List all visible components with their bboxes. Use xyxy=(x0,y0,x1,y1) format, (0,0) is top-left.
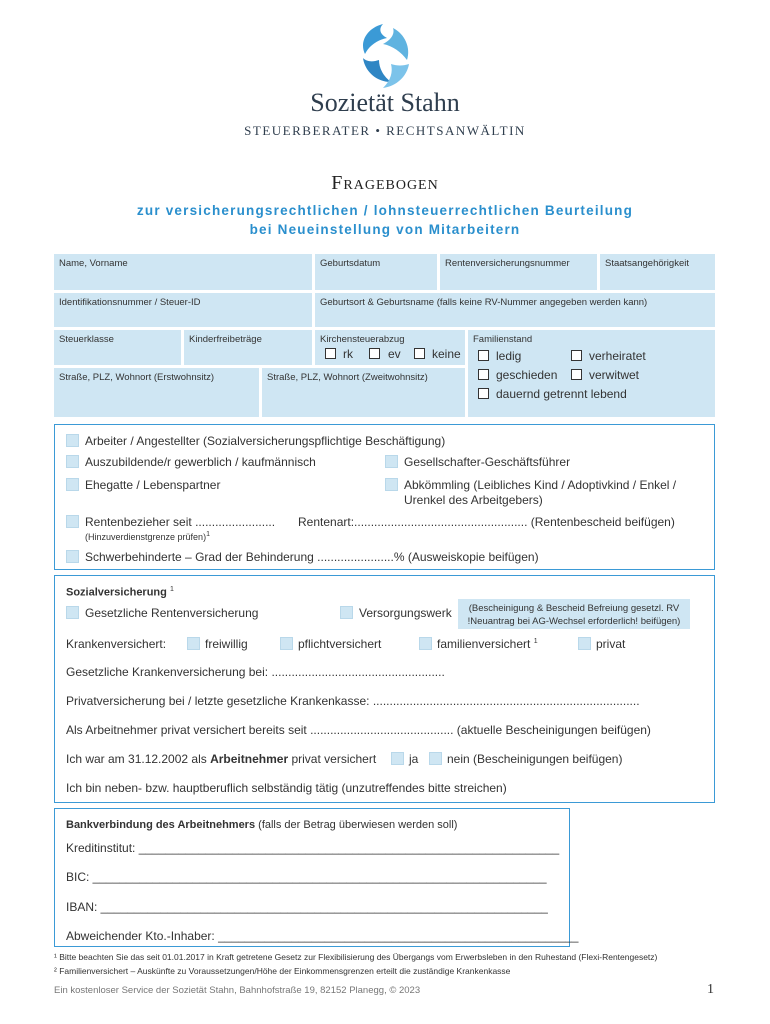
address-secondary-label: Straße, PLZ, Wohnort (Zweitwohnsitz) xyxy=(267,372,428,383)
church-none-checkbox[interactable] xyxy=(414,348,425,359)
birthplace-field[interactable] xyxy=(315,293,715,327)
freiwillig-label: freiwillig xyxy=(205,637,248,651)
rentenbezieher-checkbox[interactable] xyxy=(66,515,79,528)
befreiung-note-line-2: !Neuantrag bei AG-Wechsel erforderlich! beifügen) xyxy=(467,616,681,627)
footer-text: Ein kostenloser Service der Sozietät Stahn, Bahnhofstraße 19, 82152 Planegg, © 2023 xyxy=(54,985,421,996)
selbststaendig-line: Ich bin neben- bzw. hauptberuflich selbständig tätig (unzutreffendes bitte streichen) xyxy=(66,781,507,795)
marital-status-label: Familienstand xyxy=(473,334,533,345)
kv-label: Krankenversichert: xyxy=(66,637,167,651)
name-field[interactable] xyxy=(54,254,312,290)
stichtag-nein-label: nein (Bescheinigungen beifügen) xyxy=(447,752,623,766)
ledig-checkbox[interactable] xyxy=(478,350,489,361)
tax-class-label: Steuerklasse xyxy=(59,334,114,345)
abkoemmling-label-line-2: Urenkel des Arbeitgebers) xyxy=(404,493,543,507)
schwerbehindert-checkbox[interactable] xyxy=(66,550,79,563)
arbeiter-checkbox[interactable] xyxy=(66,434,79,447)
geschieden-label: geschieden xyxy=(496,368,558,382)
nationality-label: Staatsangehörigkeit xyxy=(605,258,689,269)
stichtag-ja-checkbox[interactable] xyxy=(391,752,404,765)
getrennt-label: dauernd getrennt lebend xyxy=(496,387,627,401)
befreiung-note-line-1: (Bescheinigung & Bescheid Befreiung gesetzl. RV xyxy=(468,603,680,614)
church-rk-checkbox[interactable] xyxy=(325,348,336,359)
gesellschafter-label: Gesellschafter-Geschäftsführer xyxy=(404,455,571,469)
gesellschafter-checkbox[interactable] xyxy=(385,455,398,468)
pkv-line[interactable]: Privatversicherung bei / letzte gesetzliche Krankenkasse: ................................................................................ xyxy=(66,694,640,708)
child-allowance-label: Kinderfreibeträge xyxy=(189,334,262,345)
address-secondary-field[interactable] xyxy=(262,368,465,417)
page-number: 1 xyxy=(707,982,714,997)
tax-class-field[interactable] xyxy=(54,330,181,365)
pflicht-label: pflichtversichert xyxy=(298,637,382,651)
gesetzliche-rv-checkbox[interactable] xyxy=(66,606,79,619)
pflicht-checkbox[interactable] xyxy=(280,637,293,650)
iban-field[interactable]: IBAN: ___________________________________________________________________ xyxy=(66,900,548,914)
stichtag-nein-checkbox[interactable] xyxy=(429,752,442,765)
nationality-field[interactable] xyxy=(600,254,715,290)
name-label: Name, Vorname xyxy=(59,258,128,269)
privat-label: privat xyxy=(596,637,626,651)
address-primary-label: Straße, PLZ, Wohnort (Erstwohnsitz) xyxy=(59,372,215,383)
abkoemmling-label-line-1: Abkömmling (Leibliches Kind / Adoptivkind / Enkel / xyxy=(404,478,677,492)
stichtag-label: Ich war am 31.12.2002 als Arbeitnehmer privat versichert xyxy=(66,752,377,766)
verheiratet-checkbox[interactable] xyxy=(571,350,582,361)
brand-name: Sozietät Stahn xyxy=(310,88,460,117)
tax-id-label: Identifikationsnummer / Steuer-ID xyxy=(59,297,201,308)
birthplace-label: Geburtsort & Geburtsname (falls keine RV-Nummer angegeben werden kann) xyxy=(320,297,648,308)
bic-field[interactable]: BIC: ____________________________________________________________________ xyxy=(66,870,547,884)
footnote-2: ² Familienversichert – Auskünfte zu Voraussetzungen/Höhe der Einkommensgrenzen erteilt die zuständige Krankenkasse xyxy=(54,966,511,976)
child-allowance-field[interactable] xyxy=(184,330,312,365)
gesetzliche-rv-label: Gesetzliche Rentenversicherung xyxy=(85,606,259,620)
getrennt-checkbox[interactable] xyxy=(478,388,489,399)
ehegatte-checkbox[interactable] xyxy=(66,478,79,491)
freiwillig-checkbox[interactable] xyxy=(187,637,200,650)
subtitle-line-2: bei Neueinstellung von Mitarbeitern xyxy=(249,222,521,237)
privat-checkbox[interactable] xyxy=(578,637,591,650)
page-title: Fragebogen xyxy=(331,172,439,194)
abkoemmling-checkbox[interactable] xyxy=(385,478,398,491)
kontoinhaber-field[interactable]: Abweichender Kto.-Inhaber: ______________________________________________________ xyxy=(66,929,579,943)
footnote-1: ¹ Bitte beachten Sie das seit 01.01.2017 in Kraft getretene Gesetz zur Flexibilisierung des Übergangs vom Erwerbsleben in den Ruhestand (Flexi-Rentengesetz) xyxy=(54,952,658,962)
verheiratet-label: verheiratet xyxy=(589,349,646,363)
rentenbezieher-label: Rentenbezieher seit ........................ xyxy=(85,515,276,529)
logo xyxy=(0,20,770,140)
rv-number-label: Rentenversicherungsnummer xyxy=(445,258,570,269)
church-ev-label: ev xyxy=(388,347,401,361)
church-rk-label: rk xyxy=(343,347,353,361)
befreiung-note xyxy=(458,599,690,629)
bank-heading: Bankverbindung des Arbeitnehmers (falls der Betrag überwiesen werden soll) xyxy=(66,819,458,831)
verwitwet-checkbox[interactable] xyxy=(571,369,582,380)
azubi-checkbox[interactable] xyxy=(66,455,79,468)
arbeiter-label: Arbeiter / Angestellter (Sozialversicherungspflichtige Beschäftigung) xyxy=(85,434,446,448)
logo-icon xyxy=(353,20,417,92)
kreditinstitut-field[interactable]: Kreditinstitut: _______________________________________________________________ xyxy=(66,841,560,855)
stichtag-ja-label: ja xyxy=(409,752,419,766)
azubi-label: Auszubildende/r gewerblich / kaufmännisch xyxy=(85,455,316,469)
familie-checkbox[interactable] xyxy=(419,637,432,650)
schwerbehindert-label: Schwerbehinderte – Grad der Behinderung .......................% (Ausweiskopie beifügen) xyxy=(85,550,539,564)
rv-number-field[interactable] xyxy=(440,254,597,290)
church-none-label: keine xyxy=(432,347,461,361)
ledig-label: ledig xyxy=(496,349,522,363)
brand-tagline: STEUERBERATER • RECHTSANWÄLTIN xyxy=(244,123,526,138)
hinzuverdienst-note: (Hinzuverdienstgrenze prüfen)$^1$ xyxy=(85,531,210,542)
geschieden-checkbox[interactable] xyxy=(478,369,489,380)
verwitwet-label: verwitwet xyxy=(589,368,640,382)
versorgungswerk-checkbox[interactable] xyxy=(340,606,353,619)
subtitle-line-1: zur versicherungsrechtlichen / lohnsteuerrechtlichen Beurteilung xyxy=(136,203,634,218)
familie-label: familienversichert $^1$ xyxy=(437,637,538,651)
birthdate-field[interactable] xyxy=(315,254,437,290)
address-primary-field[interactable] xyxy=(54,368,259,417)
privat-seit-line[interactable]: Als Arbeitnehmer privat versichert bereits seit ........................................... (aktuelle Bescheinigungen beifügen) xyxy=(66,723,651,737)
social-insurance-heading: Sozialversicherung $^1$ xyxy=(66,586,174,599)
church-tax-label: Kirchensteuerabzug xyxy=(320,334,405,345)
ehegatte-label: Ehegatte / Lebenspartner xyxy=(85,478,221,492)
tax-id-field[interactable] xyxy=(54,293,312,327)
birthdate-label: Geburtsdatum xyxy=(320,258,381,269)
versorgungswerk-label: Versorgungswerk xyxy=(359,606,452,620)
gkv-line[interactable]: Gesetzliche Krankenversicherung bei: .................................................... xyxy=(66,665,445,679)
rentenart-label: Rentenart:.................................................... (Rentenbescheid beifügen) xyxy=(298,515,675,529)
church-ev-checkbox[interactable] xyxy=(369,348,380,359)
